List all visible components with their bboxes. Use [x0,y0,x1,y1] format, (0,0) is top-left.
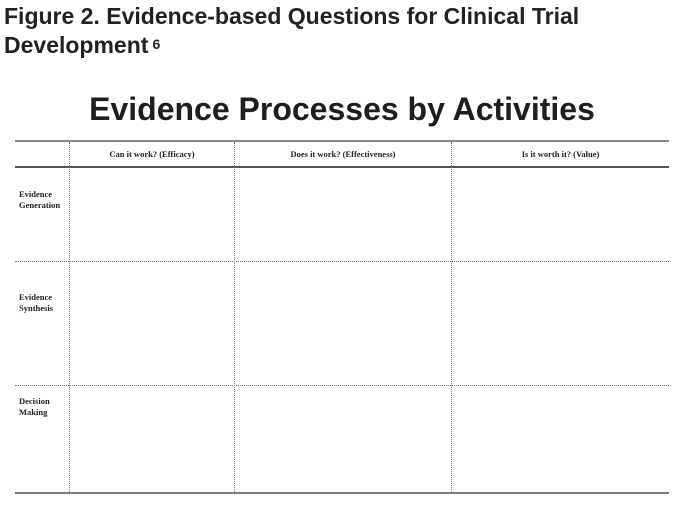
column-divider-1 [69,142,70,492]
row-header-evidence-generation [19,189,69,211]
row-header-line: Evidence [19,189,53,199]
figure-caption [4,2,696,63]
slide-title: Evidence Processes by Activities [89,91,595,127]
reference-superscript: 6 [152,36,161,52]
column-divider-3 [451,142,452,492]
row-header-decision-making [19,396,69,418]
row-header-line: Evidence [19,292,53,302]
row-header-evidence-synthesis [19,292,69,314]
evidence-matrix-table [15,140,669,494]
row-header-line: Making [19,407,48,417]
row-header-line: Generation [19,200,61,210]
row-header-line: Decision [19,396,50,406]
column-header-effectiveness: Does it work? (Effectiveness) [290,149,396,159]
table-top-rule [15,140,669,142]
row-divider-2 [15,385,669,386]
table-header-rule [15,166,669,168]
figure-caption-line-1: Figure 2. Evidence-based Questions for Clinical Trial [4,3,580,29]
table-bottom-rule [15,492,669,494]
figure-caption-text: Development [4,32,149,58]
column-header-value: Is it worth it? (Value) [521,149,600,159]
column-header-efficacy: Can it work? (Efficacy) [109,149,195,159]
figure-caption-line-2 [4,31,696,63]
row-divider-1 [15,261,669,262]
column-divider-2 [234,142,235,492]
row-header-line: Synthesis [19,303,54,313]
